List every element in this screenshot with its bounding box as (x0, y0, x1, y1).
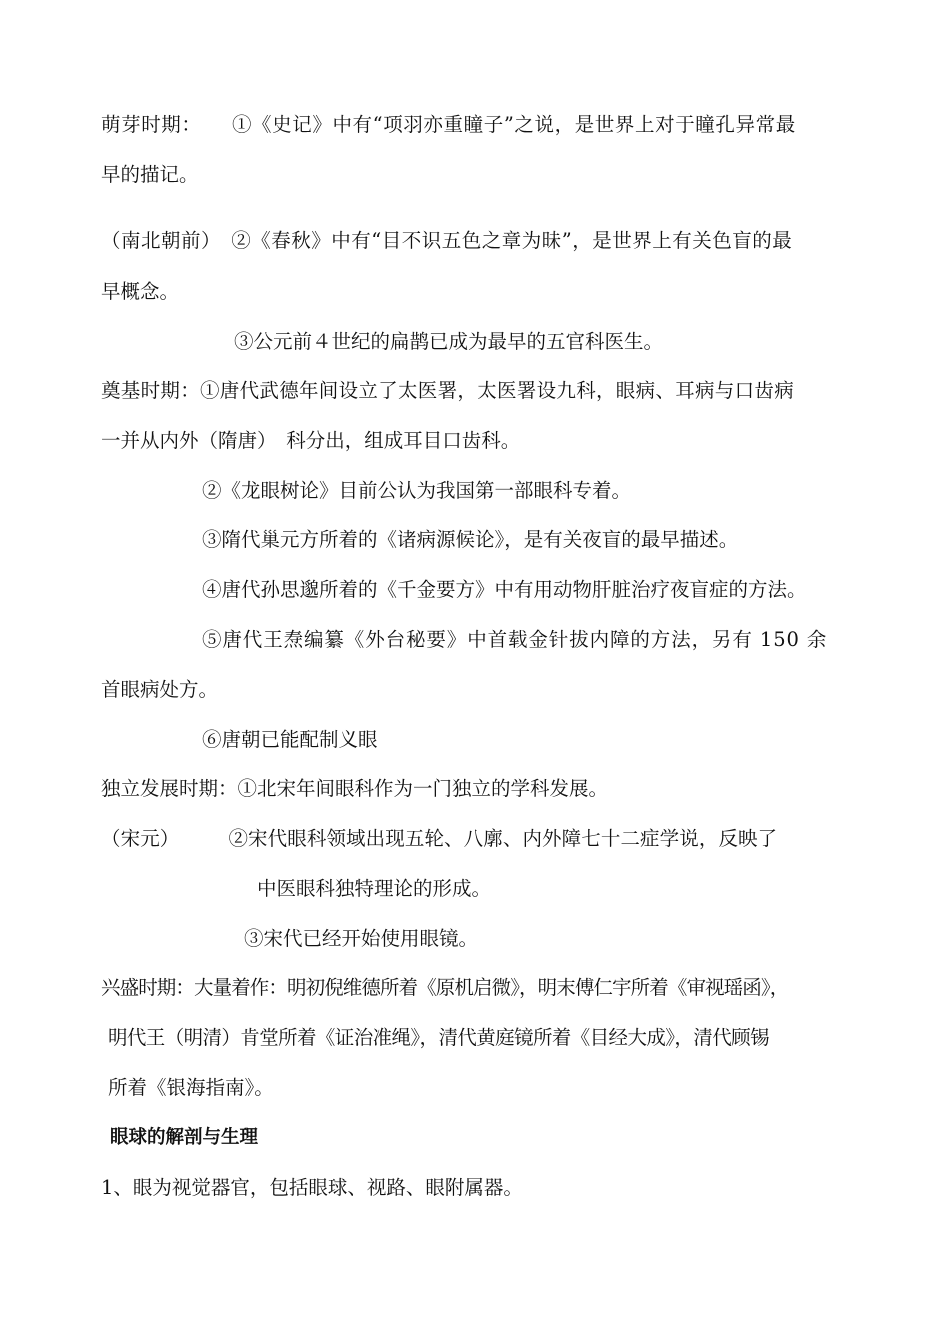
text-line: ③隋代巢元方所着的《诸病源候论》，是有关夜盲的最早描述。 (202, 528, 739, 551)
text-line: 所着《银海指南》。 (108, 1076, 274, 1099)
text-line: （南北朝前） ②《春秋》中有“目不识五色之章为昧”，是世界上有关色盲的最 (101, 229, 793, 252)
text-line: ②《龙眼树论》目前公认为我国第一部眼科专着。 (202, 479, 632, 502)
text-line: 萌芽时期： ①《史记》中有“项羽亦重瞳子”之说，是世界上对于瞳孔异常最 (101, 113, 796, 136)
text-line: ③公元前４世纪的扁鹊已成为最早的五官科医生。 (234, 330, 664, 353)
text-line: ④唐代孙思邈所着的《千金要方》中有用动物肝脏治疗夜盲症的方法。 (202, 578, 807, 601)
text-line: 中医眼科独特理论的形成。 (257, 877, 492, 900)
section-heading: 眼球的解剖与生理 (110, 1127, 259, 1148)
text-line: 兴盛时期：大量着作：明初倪维德所着《原机启微》，明末傅仁宇所着《审视瑶函》， (101, 976, 789, 999)
text-line: 早概念。 (101, 280, 180, 303)
text-line: 一并从内外（隋唐） 科分出，组成耳目口齿科。 (101, 429, 521, 452)
text-line: 早的描记。 (101, 163, 199, 186)
text-line: ⑥唐朝已能配制义眼 (202, 728, 378, 751)
text-line: 明代王（明清）肯堂所着《证治准绳》，清代黄庭镜所着《目经大成》，清代顾锡 (108, 1026, 769, 1049)
text-line: 首眼病处方。 (101, 678, 219, 701)
text-line: 1、眼为视觉器官，包括眼球、视路、眼附属器。 (101, 1176, 523, 1199)
text-line: ⑤唐代王焘编纂《外台秘要》中首载金针拔内障的方法，另有 150 余 (202, 628, 828, 651)
text-line: 独立发展时期：①北宋年间眼科作为一门独立的学科发展。 (101, 777, 609, 800)
text-line: 奠基时期：①唐代武德年间设立了太医署，太医署设九科，眼病、耳病与口齿病 (101, 379, 795, 402)
text-line: （宋元） ②宋代眼科领域出现五轮、八廓、内外障七十二症学说，反映了 (101, 827, 778, 850)
text-line: ③宋代已经开始使用眼镜。 (244, 927, 479, 950)
